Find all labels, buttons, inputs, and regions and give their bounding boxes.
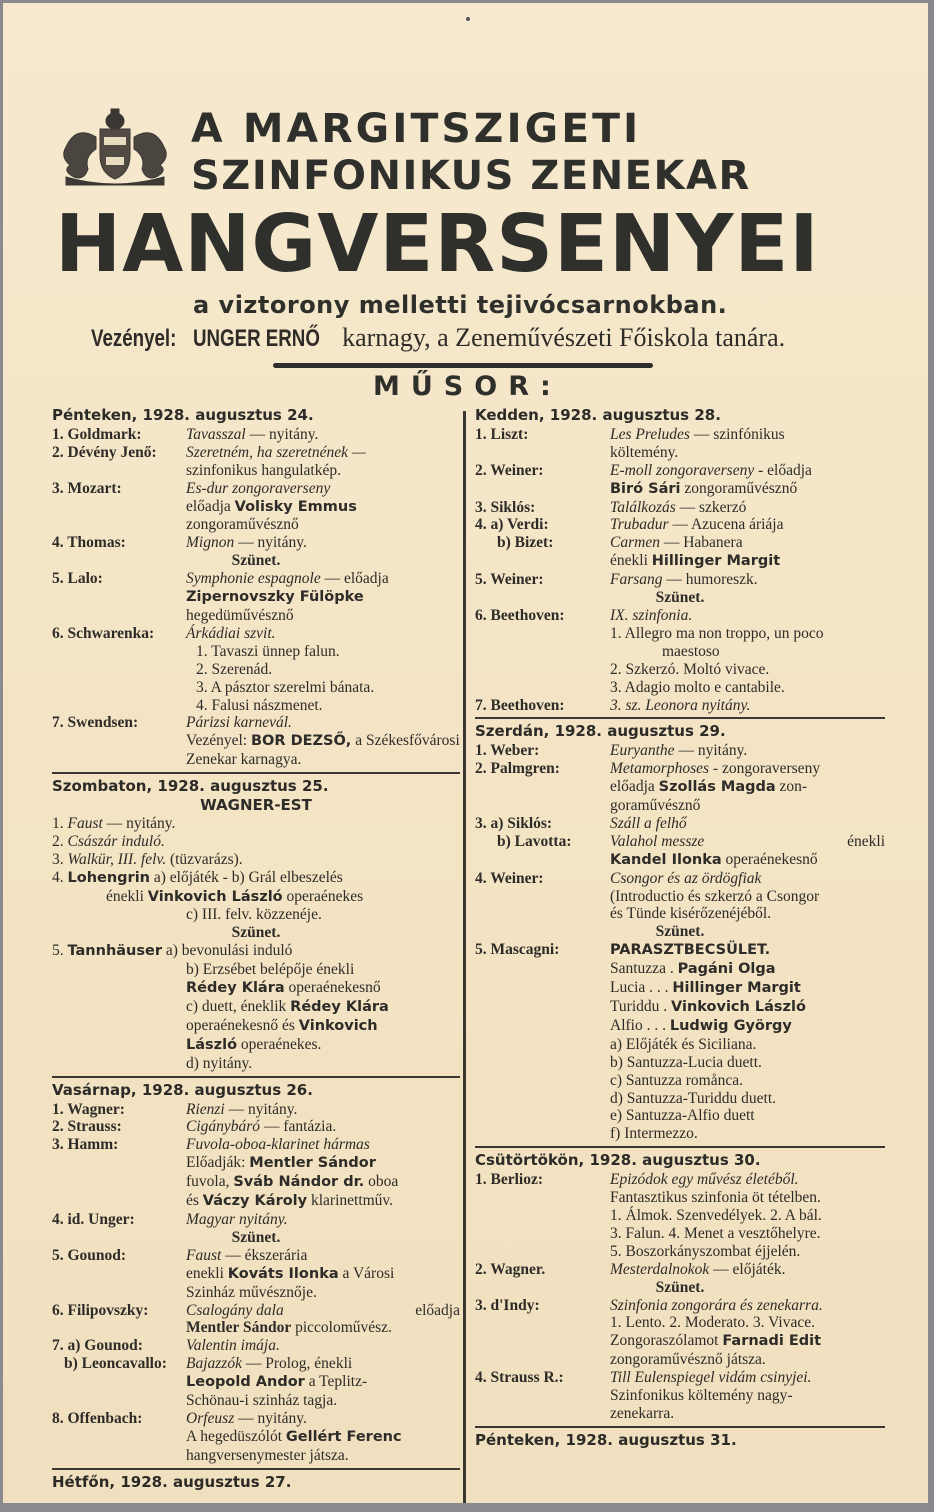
intermission: Szünet.	[231, 1228, 281, 1246]
performer-name: Váczy Károly	[202, 1193, 308, 1210]
program-item: 1. Weber: Euryanthe — nyitány.	[475, 742, 748, 760]
performer-name: Vinkovich	[298, 1017, 378, 1034]
program-title: MŰSOR:	[373, 371, 562, 402]
program-item: b) Lavotta: Valahol messze énekli Kandel Ilonka operaénekesnő	[497, 832, 885, 868]
conductor-name: UNGER ERNŐ	[192, 325, 320, 352]
program-item: 3. Walkür, III. felv. (tüzvarázs).	[52, 850, 243, 868]
section-divider	[475, 1146, 885, 1148]
program-item: 2. Wagner. Mesterdalnokok — előjáték.	[475, 1260, 786, 1278]
program-item: 7. a) Gounod: Valentin imája.	[52, 1337, 280, 1355]
program-item: 4. Strauss R.: Till Eulenspiegel vidám csinyjei. Szinfonikus költemény nagy- zenekarra.	[475, 1369, 812, 1422]
performer-name: Farnadi Edit	[722, 1333, 822, 1350]
program-item: 7. Beethoven: 3. sz. Leonora nyitány.	[475, 696, 751, 714]
performer-name: Volisky Emmus	[234, 498, 357, 515]
day-heading: Kedden, 1928. augusztus 28.	[475, 406, 721, 424]
day-heading: Vasárnap, 1928. augusztus 26.	[52, 1080, 313, 1099]
evening-subtitle: WAGNER-EST	[200, 796, 312, 815]
program-item: 7. Swendsen: Párizsi karnevál. Vezényel: BOR DEZSŐ, a Székesfővárosi Zenekar karnagya.	[52, 714, 460, 769]
section-divider	[52, 1468, 460, 1470]
performer-name: Pagáni Olga	[677, 961, 776, 978]
performer-name: Biró Sári	[610, 480, 681, 497]
performer-name: Mentler Sándor	[249, 1155, 376, 1172]
program-item: 6. Beethoven: IX. szinfonia. 1. Allegro ma non troppo, un poco maestoso 2. Szkerzó. Moltó vivace. 3. Adagio molto e cantabile.	[475, 606, 824, 696]
program-item: b) Bizet: Carmen — Habanera énekli Hillinger Margit	[497, 534, 781, 570]
performer-name: Mentler Sándor	[186, 1319, 292, 1337]
program-item: 3. d'Indy: Szinfonia zongorára és zenekarra. 1. Lento. 2. Moderato. 3. Vivace. Zongoraszólamot Farnadi Edit zongoraművésznő játsza.	[475, 1296, 823, 1369]
performer-name: Rédey Klára	[290, 999, 389, 1015]
performer-name: Hillinger Margit	[672, 980, 801, 997]
program-item: 2. Dévény Jenő: Szeretném, ha szeretnének — szinfonikus hangulatkép.	[52, 443, 366, 479]
performer-name: Ludwig György	[669, 1017, 792, 1034]
program-item: 4. a) Verdi: Trubadur — Azucena áriája	[475, 516, 784, 534]
day-heading: Szerdán, 1928. augusztus 29.	[475, 722, 726, 741]
program-item: 5. Lalo: Symphonie espagnole — előadja Zipernovszky Fülöpke hegedüművésznő	[52, 570, 389, 624]
program-item: 1. Wagner: Rienzi — nyitány.	[52, 1100, 298, 1118]
program-item: 4. Thomas: Mignon — nyitány.	[52, 534, 307, 552]
program-item: 4. id. Unger: Magyar nyitány.	[52, 1210, 288, 1228]
section-divider	[52, 1076, 460, 1078]
section-divider	[52, 772, 460, 774]
intermission: Szünet.	[231, 552, 281, 570]
intermission: Szünet.	[655, 1278, 705, 1296]
day-heading: Pénteken, 1928. augusztus 31.	[475, 1430, 737, 1449]
section-divider	[475, 717, 885, 719]
program-item: 3. a) Siklós: Száll a felhő	[475, 814, 687, 832]
program-item: 3. Hamm: Fuvola-oboa-klarinet hármas Előadják: Mentler Sándor fuvola, Sváb Nándor dr. oboa és Váczy Károly klarinettműv.	[52, 1136, 399, 1210]
program-item: 5. Gounod: Faust — ékszerária enekli Kováts Ilonka a Városi Szinház művésznője.	[52, 1246, 395, 1301]
program-item: 2. Weiner: E-moll zongoraverseny - előadja Biró Sári zongoraművésznő	[475, 461, 812, 497]
day-heading: Hétfőn, 1928. augusztus 27.	[52, 1472, 292, 1491]
left-column	[52, 407, 460, 1493]
day-heading: Csütörtökön, 1928. augusztus 30.	[475, 1151, 761, 1170]
performer-name: BOR DEZSŐ,	[250, 733, 352, 750]
performer-name: Leopold Andor	[186, 1374, 305, 1391]
performer-name: Zipernovszky Fülöpke	[186, 589, 364, 606]
performer-name: Hillinger Margit	[651, 553, 781, 570]
program-item: 2. Palmgren: Metamorphoses - zongoraverseny előadja Szollás Magda zon- goraművésznő	[475, 760, 821, 815]
program-item: b) Leoncavallo: Bajazzók — Prolog, énekli Leopold Andor a Teplitz- Schönau-i szinház tagja.	[64, 1355, 368, 1410]
performer-name: Sváb Nándor dr.	[233, 1174, 365, 1191]
performer-name: Gellért Ferenc	[285, 1428, 402, 1445]
program-item: 5. Tannhäuser a) bevonulási induló b) Erzsébet belépője énekli Rédey Klára operaénekesnő c) duett, éneklik Rédey Klára operaénekesnő és Vinkovich László operaénekes. d) nyitány.	[52, 942, 389, 1072]
section-divider	[475, 1426, 885, 1428]
performer-name: Szollás Magda	[658, 779, 776, 796]
coat-of-arms-icon	[56, 107, 174, 187]
program-item: 1. Liszt: Les Preludes — szinfónikus költemény.	[475, 425, 785, 461]
program-item: 1. Faust — nyitány.	[52, 814, 176, 832]
performer-name: Vinkovich László	[147, 888, 283, 905]
ink-dot	[466, 17, 470, 21]
program-item: 4. Lohengrin a) előjáték - b) Grál elbeszelés énekli Vinkovich László operaénekes c) III. felv. közzenéje.	[52, 868, 364, 924]
performer-name: Kováts Ilonka	[227, 1265, 339, 1282]
program-item: 6. Filipovszky: Csalogány dala előadja Mentler Sándor piccoloművész.	[52, 1301, 460, 1337]
program-item: 1. Goldmark: Tavasszal — nyitány.	[52, 425, 319, 443]
intermission: Szünet.	[231, 924, 281, 942]
program-item: 2. Császár induló.	[52, 832, 165, 850]
concert-poster	[3, 3, 928, 1503]
conductor-title: karnagy, a Zeneművészeti Főiskola tanára.	[342, 323, 786, 352]
performer-name: Kandel Ilonka	[610, 851, 722, 868]
right-column	[475, 407, 885, 1451]
title-line-3: HANGVERSENYEI	[55, 198, 820, 290]
program-item: 3. Siklós: Találkozás — szkerzó	[475, 498, 747, 516]
performer-name: Rédey Klára	[186, 980, 285, 997]
intermission: Szünet.	[655, 589, 705, 607]
program-item: 1. Berlioz: Epizódok egy művész életéből. Fantasztikus szinfonia öt tételben. 1. Álmok. Szenvedélyek. 2. A bál. 3. Falun. 4. Menet a vesztőhelyre. 5. Boszorkányszombat éjjelén.	[475, 1171, 822, 1260]
column-divider	[463, 411, 466, 1503]
intermission: Szünet.	[655, 923, 705, 941]
title-line-1: A MARGITSZIGETI	[191, 106, 642, 152]
conductor-label: Vezényel:	[91, 325, 177, 352]
conductor-line	[91, 323, 785, 353]
program-item: 2. Strauss: Cigánybáró — fantázia.	[52, 1118, 337, 1136]
program-item: 5. Weiner: Farsang — humoreszk.	[475, 571, 758, 589]
title-line-2: SZINFONIKUS ZENEKAR	[191, 153, 751, 199]
performer-name: Vinkovich László	[671, 999, 806, 1015]
scan-border	[0, 1503, 934, 1512]
venue-subtitle: a viztorony melletti tejivócsarnokban.	[193, 291, 728, 319]
header-rule	[273, 363, 653, 368]
day-heading: Pénteken, 1928. augusztus 24.	[52, 406, 314, 424]
program-item: 4. Weiner: Csongor és az ördögfiak (Introductio és szkerzó a Csongor és Tünde kisérőzenéjéből.	[475, 869, 820, 923]
program-item: 3. Mozart: Es-dur zongoraverseny előadja Volisky Emmus zongoraművésznő	[52, 479, 357, 534]
program-item: 5. Mascagni: PARASZTBECSÜLET. Santuzza . Pagáni Olga Lucia . . . Hillinger Margit Turiddu . Vinkovich László Alfio . . . Ludwig György a) Előjáték és Siciliana. b) Santuzza-Lucia duett. c) Santuzza romånca. d) Santuzza-Turiddu duett. e) Santuzza-Alfio duett f) Intermezzo.	[475, 941, 806, 1143]
day-heading: Szombaton, 1928. augusztus 25.	[52, 777, 329, 796]
program-item: 8. Offenbach: Orfeusz — nyitány. A hegedüszólót Gellért Ferenc hangversenymester játsza.	[52, 1409, 402, 1464]
program-item: 6. Schwarenka: Árkádiai szvit. 1. Tavaszi ünnep falun. 2. Szerenád. 3. A pásztor szerelmi bánata. 4. Falusi nászmenet.	[52, 624, 375, 714]
